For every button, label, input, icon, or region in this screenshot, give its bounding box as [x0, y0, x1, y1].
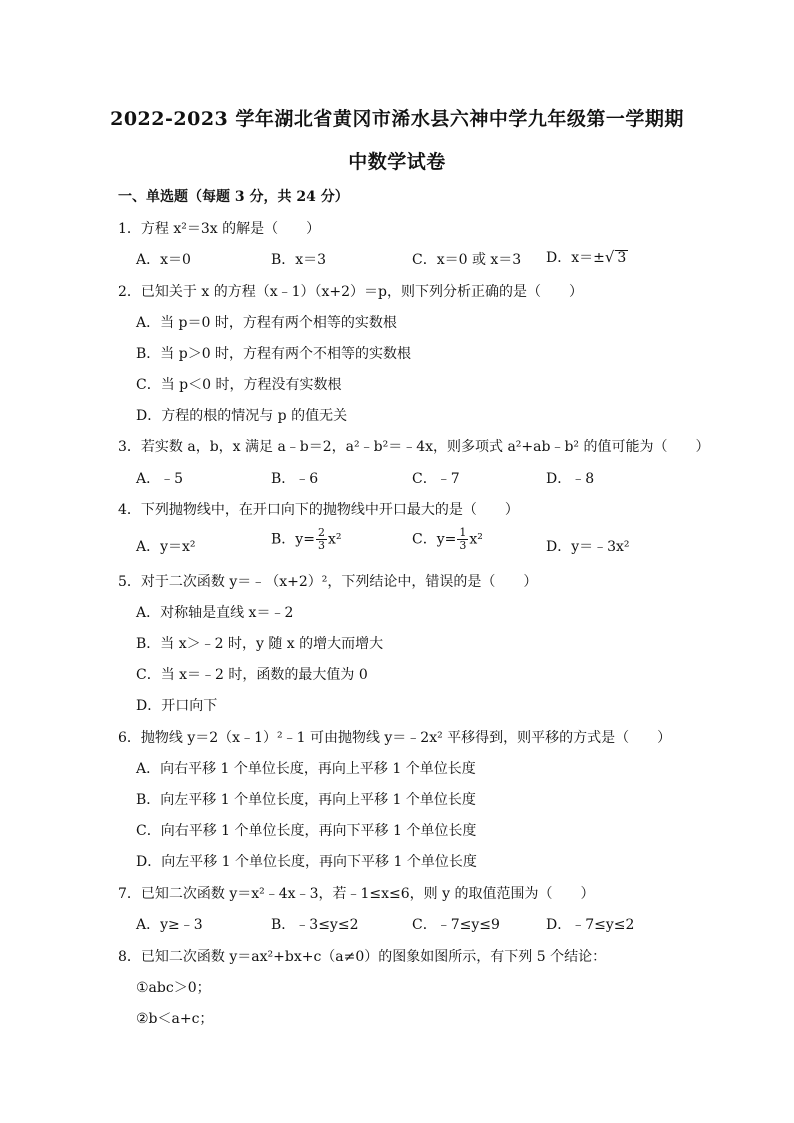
fraction [316, 527, 327, 552]
question-1-option-d-radicand: 3 [617, 250, 627, 266]
question-8-conclusion-2: ②b＜a+c； [136, 1011, 214, 1027]
question-1-option-d [546, 247, 628, 267]
question-1-option-a: A．x＝0 [136, 252, 191, 268]
question-6-stem: 6．抛物线 y＝2（x﹣1）²﹣1 可由抛物线 y＝﹣2x² 平移得到，则平移的方式是（ ） [118, 730, 672, 746]
question-5-stem: 5．对于二次函数 y＝﹣（x+2）²，下列结论中，错误的是（ ） [118, 574, 538, 590]
question-4-option-b [271, 527, 341, 552]
question-7-stem: 7．已知二次函数 y＝x²﹣4x﹣3，若﹣1≤x≤6，则 y 的取值范围为（ ） [118, 886, 595, 902]
fraction-numerator: 1 [459, 526, 467, 539]
question-2-option-b: B．当 p＞0 时，方程有两个不相等的实数根 [136, 346, 412, 362]
question-6-option-c: C．向右平移 1 个单位长度，再向下平移 1 个单位长度 [136, 823, 477, 839]
question-3-option-c: C．﹣7 [412, 471, 460, 487]
fraction-numerator: 2 [317, 526, 325, 539]
question-4-option-c-prefix: C．y= [412, 531, 457, 548]
fraction-denominator: 3 [459, 539, 467, 552]
fraction-denominator: 3 [317, 539, 325, 552]
question-7-option-d: D．﹣7≤y≤2 [546, 917, 635, 933]
question-3-option-d: D．﹣8 [546, 471, 595, 487]
fraction [457, 527, 468, 552]
question-5-option-d: D．开口向下 [136, 698, 218, 714]
question-6-option-d: D．向左平移 1 个单位长度，再向下平移 1 个单位长度 [136, 854, 477, 870]
question-5-option-c: C．当 x＝﹣2 时，函数的最大值为 0 [136, 667, 368, 683]
question-7-option-a: A．y≥﹣3 [136, 917, 203, 933]
question-8-conclusion-1: ①abc＞0； [136, 980, 211, 996]
question-8-stem: 8．已知二次函数 y＝ax²+bx+c（a≠0）的图象如图所示，有下列 5 个结论： [118, 949, 607, 965]
question-3-option-b: B．﹣6 [271, 471, 319, 487]
question-4-option-c-suffix: x² [469, 531, 483, 548]
question-2-option-c: C．当 p＜0 时，方程没有实数根 [136, 377, 342, 393]
page-title-line2: 中数学试卷 [348, 151, 446, 173]
question-4-option-c [412, 527, 483, 552]
question-6-option-b: B．向左平移 1 个单位长度，再向上平移 1 个单位长度 [136, 792, 476, 808]
question-4-option-d: D．y＝﹣3x² [546, 539, 630, 555]
question-4-stem: 4．下列抛物线中，在开口向下的抛物线中开口最大的是（ ） [118, 502, 519, 518]
question-7-option-b: B．﹣3≤y≤2 [271, 917, 359, 933]
sqrt-symbol: √ [604, 248, 615, 266]
question-5-option-b: B．当 x＞﹣2 时，y 随 x 的增大而增大 [136, 636, 384, 652]
question-5-option-a: A．对称轴是直线 x＝﹣2 [136, 605, 294, 621]
question-4-option-a: A．y＝x² [136, 539, 196, 555]
question-2-option-a: A．当 p＝0 时，方程有两个相等的实数根 [136, 315, 397, 331]
question-2-stem: 2．已知关于 x 的方程（x﹣1）（x+2）＝p，则下列分析正确的是（ ） [118, 284, 583, 300]
question-3-option-a: A．﹣5 [136, 471, 184, 487]
question-1-stem: 1．方程 x²＝3x 的解是（ ） [118, 221, 321, 237]
question-4-option-b-suffix: x² [327, 531, 342, 548]
question-6-option-a: A．向右平移 1 个单位长度，再向上平移 1 个单位长度 [136, 761, 476, 777]
question-1-option-c: C．x＝0 或 x＝3 [412, 252, 522, 268]
question-2-option-d: D．方程的根的情况与 p 的值无关 [136, 408, 348, 424]
question-4-option-b-prefix: B．y= [271, 531, 315, 548]
question-1-option-b: B．x＝3 [271, 252, 327, 268]
question-1-option-d-prefix: D．x＝± [546, 250, 605, 266]
question-7-option-c: C．﹣7≤y≤9 [412, 917, 500, 933]
section-heading: 一、单选题（每题 3 分，共 24 分） [118, 189, 349, 205]
question-3-stem: 3．若实数 a，b，x 满足 a﹣b＝2，a²﹣b²＝﹣4x，则多项式 a²+ab﹣b² 的值可能为（ ） [118, 439, 710, 455]
page-title-line1: 2022-2023 学年湖北省黄冈市浠水县六神中学九年级第一学期期 [110, 108, 684, 130]
